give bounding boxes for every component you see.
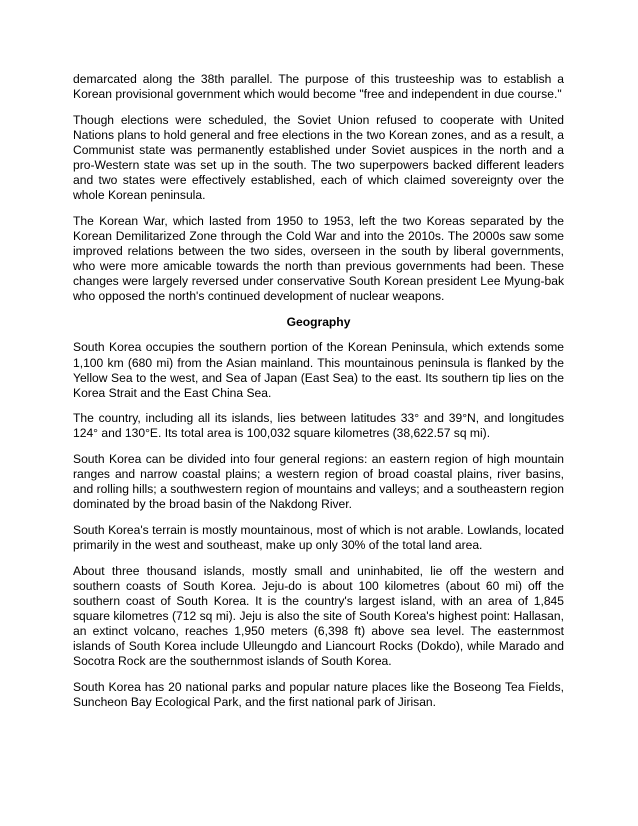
intro-paragraph-trusteeship: demarcated along the 38th parallel. The purpose of this trusteeship was to establish a Korean provisional government which would become "free and independent in due course." [73,72,564,102]
geography-paragraph-regions: South Korea can be divided into four general regions: an eastern region of high mountain ranges and narrow coastal plains; a western region of broad coastal plains, river basins, and rolling hills; a southwestern region of mountains and valleys; and a southeastern region dominated by the broad basin of the Nakdong River. [73,451,564,512]
section-heading-geography: Geography [286,314,351,329]
geography-paragraph-location: South Korea occupies the southern portion of the Korean Peninsula, which extends some 1,100 km (680 mi) from the Asian mainland. This mountainous peninsula is flanked by the Yellow Sea to the west, and Sea of Japan (East Sea) to the east. Its southern tip lies on the Korea Strait and the East China Sea. [73,340,564,400]
geography-paragraph-coordinates: The country, including all its islands, lies between latitudes 33° and 39°N, and longitudes 124° and 130°E. Its total area is 100,032 square kilometres (38,622.57 sq mi). [73,411,564,441]
intro-paragraph-korean-war: The Korean War, which lasted from 1950 to 1953, left the two Koreas separated by the Korean Demilitarized Zone through the Cold War and into the 2010s. The 2000s saw some improved relations between the two sides, overseen in the south by liberal governments, who were more amicable towards the north than previous governments had been. These changes were largely reversed under conservative South Korean president Lee Myung-bak who opposed the north's continued development of nuclear weapons. [73,213,564,304]
geography-paragraph-terrain: South Korea's terrain is mostly mountainous, most of which is not arable. Lowlands, located primarily in the west and southeast, make up only 30% of the total land area. [73,522,564,552]
geography-paragraph-national-parks: South Korea has 20 national parks and popular nature places like the Boseong Tea Fields, Suncheon Bay Ecological Park, and the first national park of Jirisan. [73,679,564,709]
geography-paragraph-islands: About three thousand islands, mostly small and uninhabited, lie off the western and southern coasts of South Korea. Jeju-do is about 100 kilometres (about 60 mi) off the southern coast of South Korea. It is the country's largest island, with an area of 1,845 square kilometres (712 sq mi). Jeju is also the site of South Korea's highest point: Hallasan, an extinct volcano, reaches 1,950 meters (6,398 ft) above sea level. The easternmost islands of South Korea include Ulleungdo and Liancourt Rocks (Dokdo), while Marado and Socotra Rock are the southernmost islands of South Korea. [73,563,564,669]
intro-paragraph-elections: Though elections were scheduled, the Soviet Union refused to cooperate with United Nations plans to hold general and free elections in the two Korean zones, and as a result, a Communist state was permanently established under Soviet auspices in the north and a pro-Western state was set up in the south. The two superpowers backed different leaders and two states were effectively established, each of which claimed sovereignty over the whole Korean peninsula. [73,112,564,203]
document-page [73,72,564,720]
